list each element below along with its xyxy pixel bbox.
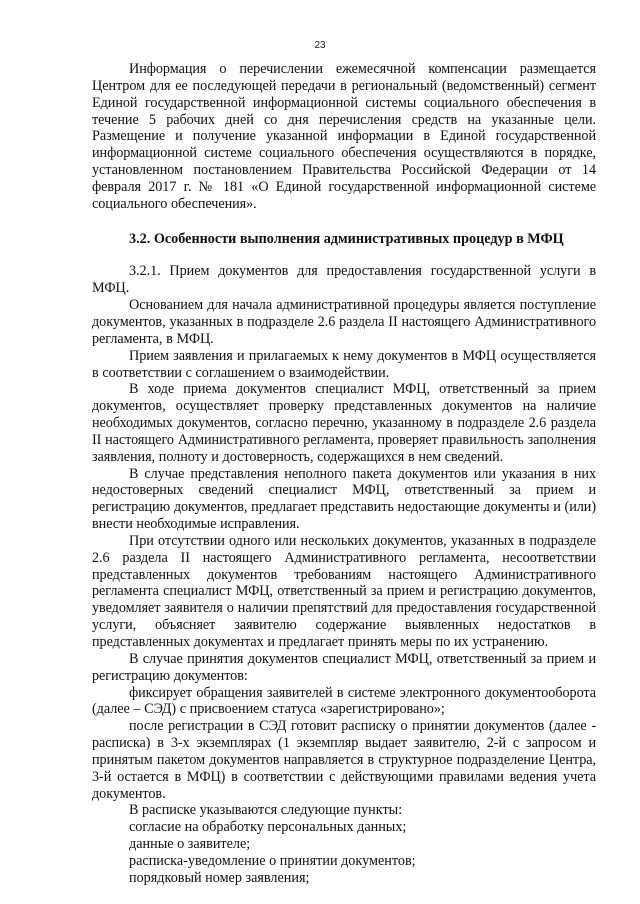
paragraph-verification: В ходе приема документов специалист МФЦ, ответственный за прием документов, осуществляет проверку представленных документов на наличие необходимых документов, согласно перечню, указанному в подразделе 2.6 раздела II настоящего Административного регламента, проверяет правильность заполнения заявления, полноту и достоверность, содержащихся в нем сведений. (92, 381, 596, 465)
page-number: 23 (314, 40, 326, 51)
paragraph-missing-docs: При отсутствии одного или нескольких документов, указанных в подразделе 2.6 раздела II настоящего Административного регламента, несоответствии представленных документов требованиям настоящего Административного регламента специалист МФЦ, ответственный за прием и регистрацию документов, уведомляет заявителя о наличии препятствий для предоставления государственной услуги, объясняет заявителю содержание выявленных недостатков в представленных документах и предлагает принять меры по их устранению. (92, 532, 596, 650)
section-heading: 3.2. Особенности выполнения административных процедур в МФЦ (129, 230, 564, 247)
paragraph-3-2-1: 3.2.1. Прием документов для предоставления государственной услуги в МФЦ. (92, 263, 596, 297)
paragraph-registration: фиксирует обращения заявителей в системе электронного документооборота (далее – СЭД) с присвоением статуса «зарегистрировано»; (92, 684, 596, 718)
list-item: данные о заявителе; (129, 836, 251, 853)
paragraph-incomplete: В случае представления неполного пакета документов или указания в них недостоверных сведений специалист МФЦ, ответственный за прием и регистрацию документов, предлагает представить недостающие документы и (или) внести необходимые исправления. (92, 465, 596, 533)
paragraph-receipt: после регистрации в СЭД готовит расписку о принятии документов (далее - расписка) в 3-х экземплярах (1 экземпляр выдает заявителю, 2-й с запросом и принятым пакетом документов направляется в структурное подразделение Центра, 3-й остается в МФЦ) в соответствии с действующими правилами ведения учета документов. (92, 718, 596, 802)
list-item: согласие на обработку персональных данных; (129, 819, 407, 836)
list-intro: В расписке указываются следующие пункты: (129, 802, 403, 819)
list-item: порядковый номер заявления; (129, 869, 310, 886)
paragraph-compensation-info: Информация о перечислении ежемесячной компенсации размещается Центром для ее последующей передачи в региональный (ведомственный) сегмент Единой государственной информационной системы социального обеспечения в течение 5 рабочих дней со дня перечисления средств на указанные цели. Размещение и получение указанной информации в Единой государственной информационной системе социального обеспечения осуществляются в порядке, установленном постановлением Правительства Российской Федерации от 14 февраля 2017 г. № 181 «О Единой государственной информационной системе социального обеспечения». (92, 61, 596, 212)
list-item: расписка-уведомление о принятии документов; (129, 852, 416, 869)
paragraph-basis: Основанием для начала административной процедуры является поступление документов, указанных в подразделе 2.6 раздела II настоящего Административного регламента, в МФЦ. (92, 297, 596, 347)
document-body (92, 61, 596, 887)
paragraph-acceptance: В случае принятия документов специалист МФЦ, ответственный за прием и регистрацию документов: (92, 650, 596, 684)
paragraph-agreement: Прием заявления и прилагаемых к нему документов в МФЦ осуществляется в соответствии с соглашением о взаимодействии. (92, 347, 596, 381)
